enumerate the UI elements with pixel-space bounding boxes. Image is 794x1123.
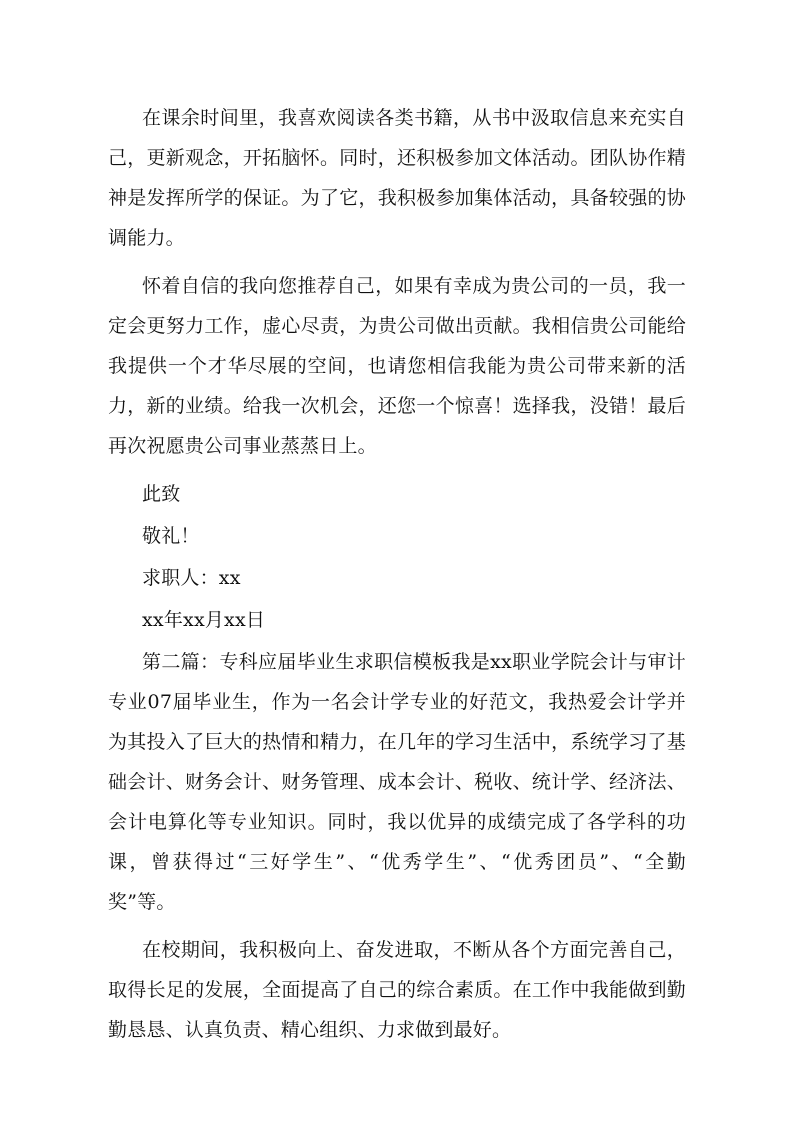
- document-body: [108, 98, 686, 1058]
- closing-respect: 敬礼！: [142, 525, 200, 547]
- paragraph-recommendation: 怀着自信的我向您推荐自己，如果有幸成为贵公司的一员，我一定会更努力工作，虚心尽责，为贵公司做出贡献。我相信贵公司能给我提供一个才华尽展的空间，也请您相信我能为贵公司带来新的活力，新的业绩。给我一次机会，还您一个惊喜！选择我，没错！最后再次祝愿贵公司事业蒸蒸日上。: [108, 275, 686, 457]
- paragraph-hobbies: 在课余时间里，我喜欢阅读各类书籍，从书中汲取信息来充实自己，更新观念，开拓脑怀。同时，还积极参加文体活动。团队协作精神是发挥所学的保证。为了它，我积极参加集体活动，具备较强的协调能力。: [108, 107, 686, 249]
- paragraph-school-period: 在校期间，我积极向上、奋发进取，不断从各个方面完善自己，取得长足的发展，全面提高了自己的综合素质。在工作中我能做到勤勤恳恳、认真负责、精心组织、力求做到最好。: [108, 939, 686, 1041]
- closing-salutation: 此致: [142, 483, 181, 505]
- paragraph-second-article: 第二篇：专科应届毕业生求职信模板我是xx职业学院会计与审计专业07届毕业生，作为一名会计学专业的好范文，我热爱会计学并为其投入了巨大的热情和精力，在几年的学习生活中，系统学习了基础会计、财务会计、财务管理、成本会计、税收、统计学、经济法、会计电算化等专业知识。同时，我以优异的成绩完成了各学科的功课，曾获得过“三好学生”、“优秀学生”、“优秀团员”、“全勤奖”等。: [108, 651, 686, 913]
- letter-date: xx年xx月xx日: [142, 609, 266, 631]
- applicant-signature: 求职人：xx: [142, 567, 241, 589]
